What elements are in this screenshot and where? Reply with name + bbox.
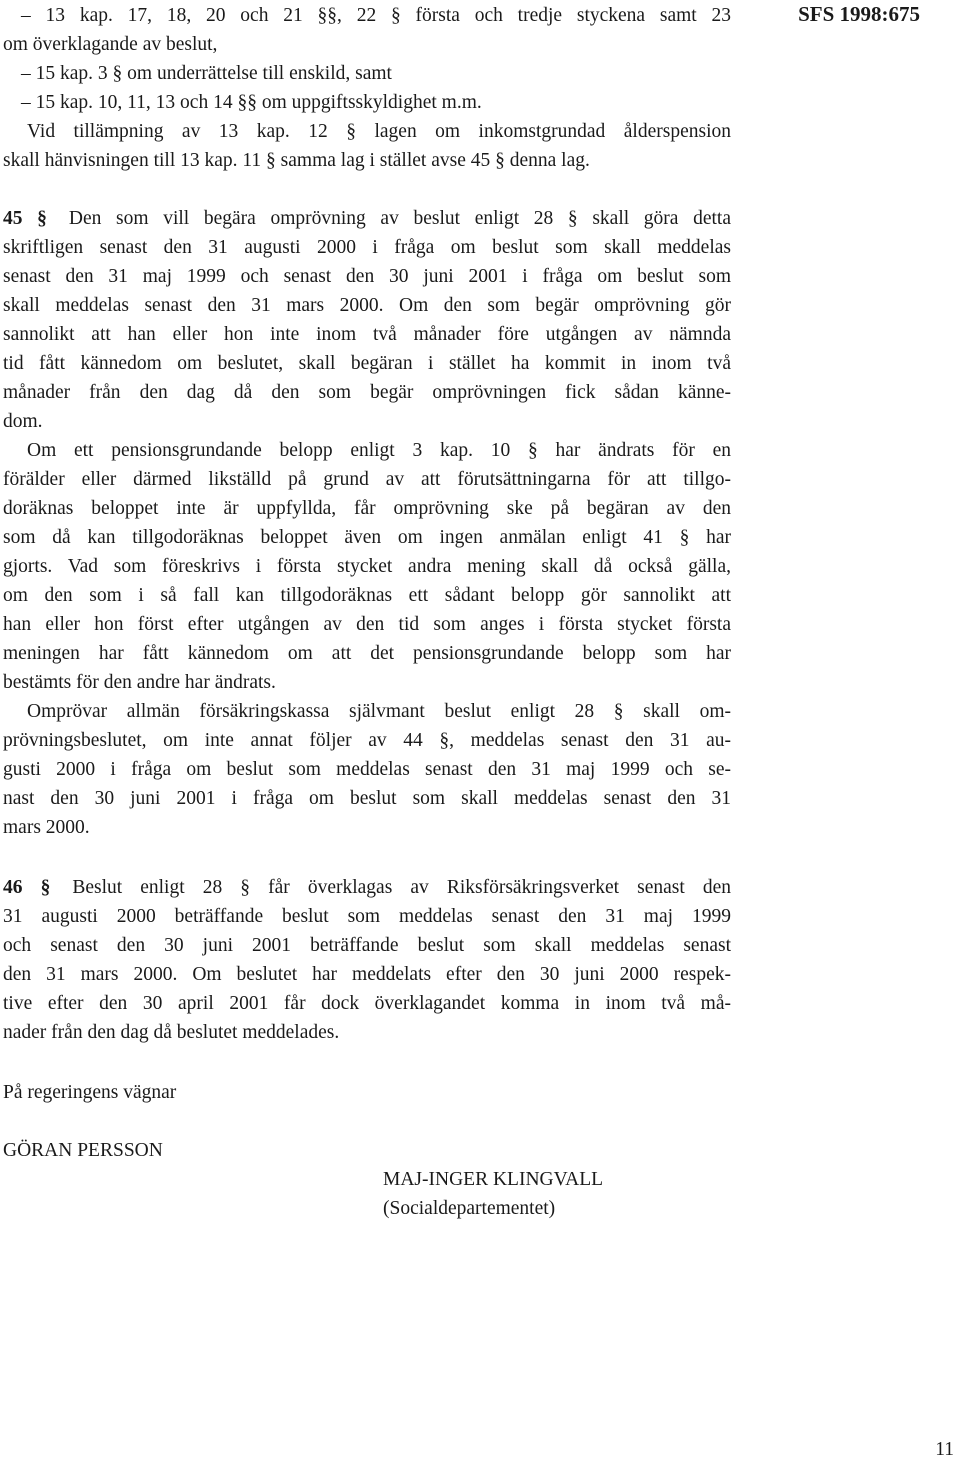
line-text: Beslut enligt 28 § får överklagas av Riksförsäkringsverket senast den [72, 877, 732, 898]
text-line: senast den 31 maj 1999 och senast den 30 juni 2001 i fråga om beslut som [3, 266, 731, 287]
section-46 [3, 873, 731, 1047]
text-line: gusti 2000 i fråga om beslut som meddelas senast den 31 maj 1999 och se- [3, 759, 731, 780]
department-name: (Socialdepartementet) [383, 1198, 556, 1219]
text-line: tive efter den 30 april 2001 får dock överklagandet komma in inom två må- [3, 993, 731, 1014]
text-line: mars 2000. [3, 817, 90, 838]
text-line: meningen har fått kännedom om att det pensionsgrundande belopp som har [3, 643, 731, 664]
text-line: prövningsbeslutet, om inte annat följer av 44 §, meddelas senast den 31 au- [3, 730, 731, 751]
text-line: som då kan tillgodoräknas beloppet även om ingen anmälan enligt 41 § har [3, 527, 731, 548]
text-line: skall meddelas senast den 31 mars 2000. Om den som begär omprövning gör [3, 295, 731, 316]
text-line: om överklagande av beslut, [3, 34, 218, 55]
text-line: 31 augusti 2000 beträffande beslut som meddelas senast den 31 maj 1999 [3, 906, 731, 927]
text-line: månader från den dag då den som begär omprövningen fick sådan känne- [3, 382, 731, 403]
section-number: 45 § [3, 208, 47, 229]
text-line: – 15 kap. 3 § om underrättelse till enskild, samt [21, 63, 392, 84]
minister-name: MAJ-INGER KLINGVALL [383, 1169, 604, 1190]
text-line: han eller hon först efter utgången av den tid som anges i första stycket första [3, 614, 731, 635]
text-line: doräknas beloppet inte är uppfyllda, får omprövning ske på begäran av den [3, 498, 731, 519]
section-number: 46 § [3, 877, 51, 898]
section-45 [3, 204, 731, 842]
text-line [3, 204, 731, 233]
text-line: bestämts för den andre har ändrats. [3, 672, 276, 693]
on-behalf-line: På regeringens vägnar [3, 1082, 177, 1103]
text-line: och senast den 30 juni 2001 beträffande beslut som skall meddelas senast [3, 935, 731, 956]
sfs-reference: SFS 1998:675 [798, 2, 920, 26]
line-text: Den som vill begära omprövning av beslut enligt 28 § skall göra detta [68, 208, 731, 229]
page-number: 11 [935, 1439, 954, 1460]
text-line: nader från den dag då beslutet meddelades. [3, 1022, 340, 1043]
text-line [3, 873, 731, 902]
text-line: förälder eller därmed likställd på grund av att förutsättningarna för att tillgo- [3, 469, 731, 490]
text-line: – 15 kap. 10, 11, 13 och 14 §§ om uppgiftsskyldighet m.m. [21, 92, 482, 113]
text-line: den 31 mars 2000. Om beslutet har meddelats efter den 30 juni 2000 respek- [3, 964, 731, 985]
intro-block [3, 1, 731, 175]
text-line: sannolikt att han eller hon inte inom två månader före utgången av nämnda [3, 324, 731, 345]
text-line: skall hänvisningen till 13 kap. 11 § samma lag i stället avse 45 § denna lag. [3, 150, 590, 171]
text-line: dom. [3, 411, 43, 432]
prime-minister-name: GÖRAN PERSSON [3, 1140, 163, 1161]
text-line: gjorts. Vad som föreskrivs i första stycket andra mening skall då också gälla, [3, 556, 731, 577]
text-line: nast den 30 juni 2001 i fråga om beslut som skall meddelas senast den 31 [3, 788, 731, 809]
text-line: – 13 kap. 17, 18, 20 och 21 §§, 22 § första och tredje styckena samt 23 [21, 5, 731, 26]
text-line: Om ett pensionsgrundande belopp enligt 3 kap. 10 § har ändrats för en [27, 440, 731, 461]
text-line: Vid tillämpning av 13 kap. 12 § lagen om inkomstgrundad ålderspension [27, 121, 731, 142]
text-line: om den som i så fall kan tillgodoräknas ett sådant belopp gör sannolikt att [3, 585, 731, 606]
text-line: Omprövar allmän försäkringskassa självmant beslut enligt 28 § skall om- [27, 701, 731, 722]
text-line: tid fått kännedom om beslutet, skall begäran i stället ha kommit in inom två [3, 353, 731, 374]
text-line: skriftligen senast den 31 augusti 2000 i fråga om beslut som skall meddelas [3, 237, 731, 258]
